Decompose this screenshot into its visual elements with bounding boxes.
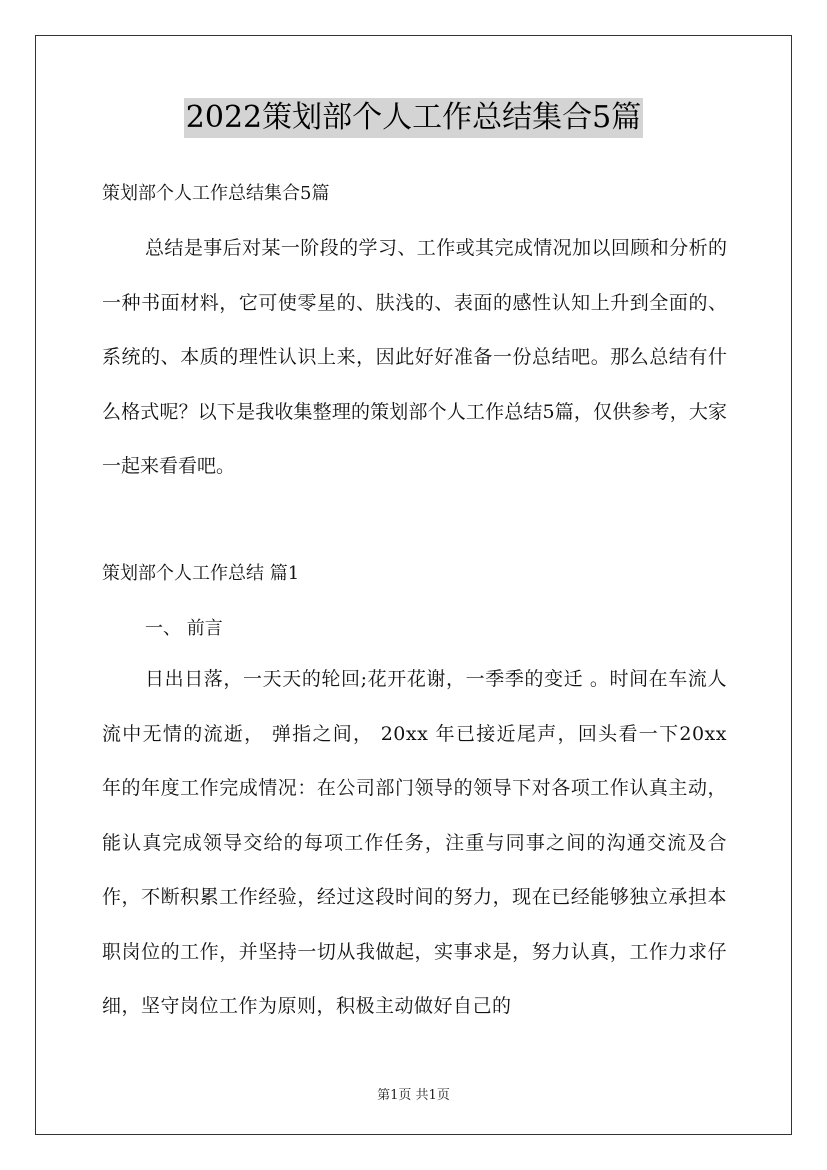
section-paragraph: 日出日落，一天天的轮回;花开花谢，一季季的变迁 。时间在车流人流中无情的流逝， 弹指之间， 20xx 年已接近尾声，回头看一下20xx 年的年度工作完成情况：在公司部门领导的领导下对各项工作认真主动，能认真完成领导交给的每项工作任务，注重与同事之间的沟通交流及合作，不断积累工作经验，经过这段时间的努力，现在已经能够独立承担本职岗位的工作，并坚持一切从我做起，实事求是，努力认真，工作力求仔细，坚守岗位工作为原则，积极主动做好自己的 (102, 668, 727, 1017)
page-footer: 第1页 共1页 (377, 1088, 450, 1103)
document-title: 2022策划部个人工作总结集合5篇 (184, 98, 643, 138)
section-item-heading: 一、 前言 (145, 618, 223, 639)
intro-paragraph: 总结是事后对某一阶段的学习、工作或其完成情况加以回顾和分析的一种书面材料，它可使零星的、肤浅的、表面的感性认知上升到全面的、系统的、本质的理性认识上来，因此好好准备一份总结吧。那么总结有什么格式呢？以下是我收集整理的策划部个人工作总结5篇，仅供参考，大家一起来看看吧。 (102, 237, 727, 477)
document-title-wrap (0, 98, 827, 138)
document-subtitle: 策划部个人工作总结集合5篇 (102, 183, 330, 204)
section-heading: 策划部个人工作总结 篇1 (102, 563, 300, 584)
